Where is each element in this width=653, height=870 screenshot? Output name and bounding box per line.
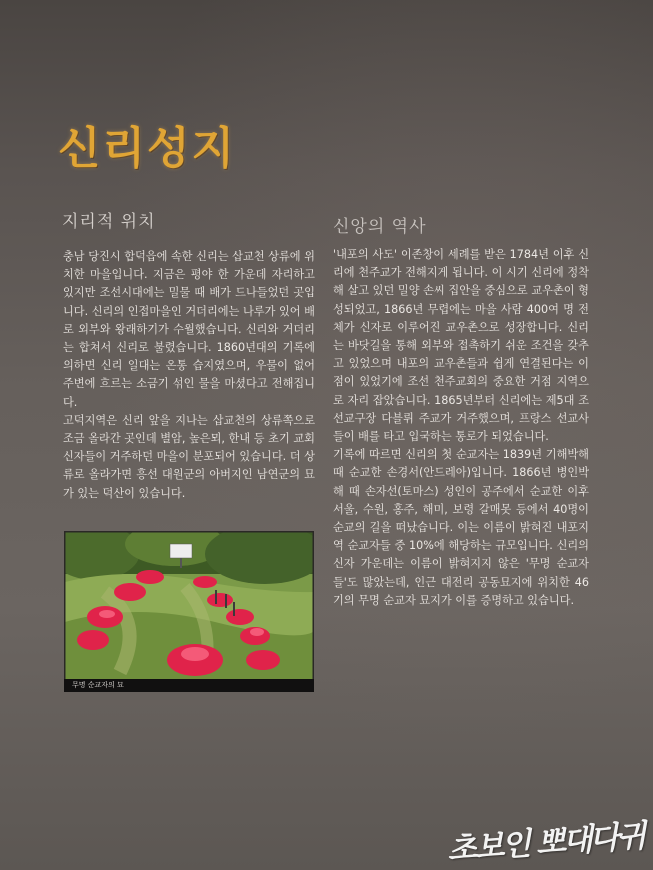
section-heading-history: 신앙의 역사 xyxy=(333,217,427,237)
martyrs-graves-photo xyxy=(64,531,314,681)
watermark-signature xyxy=(445,810,644,869)
photo-caption-bar xyxy=(64,679,314,692)
history-paragraph-2: 기록에 따르면 신리의 첫 순교자는 1839년 기해박해 때 순교한 손경서(안드레아)입니다. 1866년 병인박해 때 손자선(토마스) 성인이 공주에서 순교한 이후 서울, 수원, 홍주, 해미, 보령 갈매못 등에서 40명이 순교의 길을 떠났습니다. 이는 이름이 밝혀진 내포지역 순교자들 중 10%에 해당하는 규모입니다. 신리의 신자 가운데는 이름이 밝혀지지 않은 '무명 순교자들'도 많았는데, 인근 대전리 공동묘지에 위치한 46기의 무명 순교자 묘지가 이를 증명하고 있습니다. xyxy=(333,448,589,607)
history-paragraph-1: '내포의 사도' 이존창이 세례를 받은 1784년 이후 신리에 천주교가 전해지게 됩니다. 이 시기 신리에 정착해 살고 있던 밀양 손씨 집안을 중심으로 교우촌이 형성되었고, 1866년 무렵에는 마을 사람 400여 명 전체가 신자로 이루어진 교우촌으로 성장합니다. 신리는 바닷길을 통해 외부와 접촉하기 쉬운 조건을 갖추고 있었으며 내포의 교우촌들과 쉽게 연결된다는 이점이 있었기에 조선 천주교회의 중요한 거점 지역으로 자리 잡았습니다. 1865년부터 신리에는 제5대 조선교구장 다블뤼 주교가 거주했으며, 프랑스 선교사들이 배를 타고 입국하는 통로가 되었습니다. xyxy=(333,248,589,444)
location-text-column xyxy=(63,248,315,503)
history-text-column xyxy=(333,246,589,610)
location-paragraph-1: 충남 당진시 합덕읍에 속한 신리는 삽교천 상류에 위치한 마을입니다. 지금은 평야 한 가운데 자리하고 있지만 조선시대에는 밀물 때 배가 드나들었던 곳입니다. 신리의 인접마을인 거더리에는 나루가 있어 배로 외부와 왕래하기가 수월했습니다. 신리와 거더리는 합쳐서 신리로 불렸습니다. 1860년대의 기록에 의하면 신리 일대는 온통 습지였으며, 우물이 없어 주변에 흐르는 소금기 섞인 물을 마셨다고 전해집니다. xyxy=(63,250,315,409)
page-title: 신리성지 xyxy=(58,123,237,174)
photo-illustration xyxy=(65,532,313,680)
section-heading-location: 지리적 위치 xyxy=(62,212,156,232)
watermark-text: 초보인 뽀대다귀 xyxy=(445,818,645,868)
photo-caption: 무명 순교자의 묘 xyxy=(72,681,124,689)
location-paragraph-2: 고덕지역은 신리 앞을 지나는 삽교천의 상류쪽으로 조금 올라간 곳인데 별암, 높은뫼, 한내 등 초기 교회 신자들이 거주하던 마을이 분포되어 있습니다. 더 상류로 올라가면 흥선 대원군의 아버지인 남연군의 묘가 있는 덕산이 있습니다. xyxy=(63,413,315,500)
